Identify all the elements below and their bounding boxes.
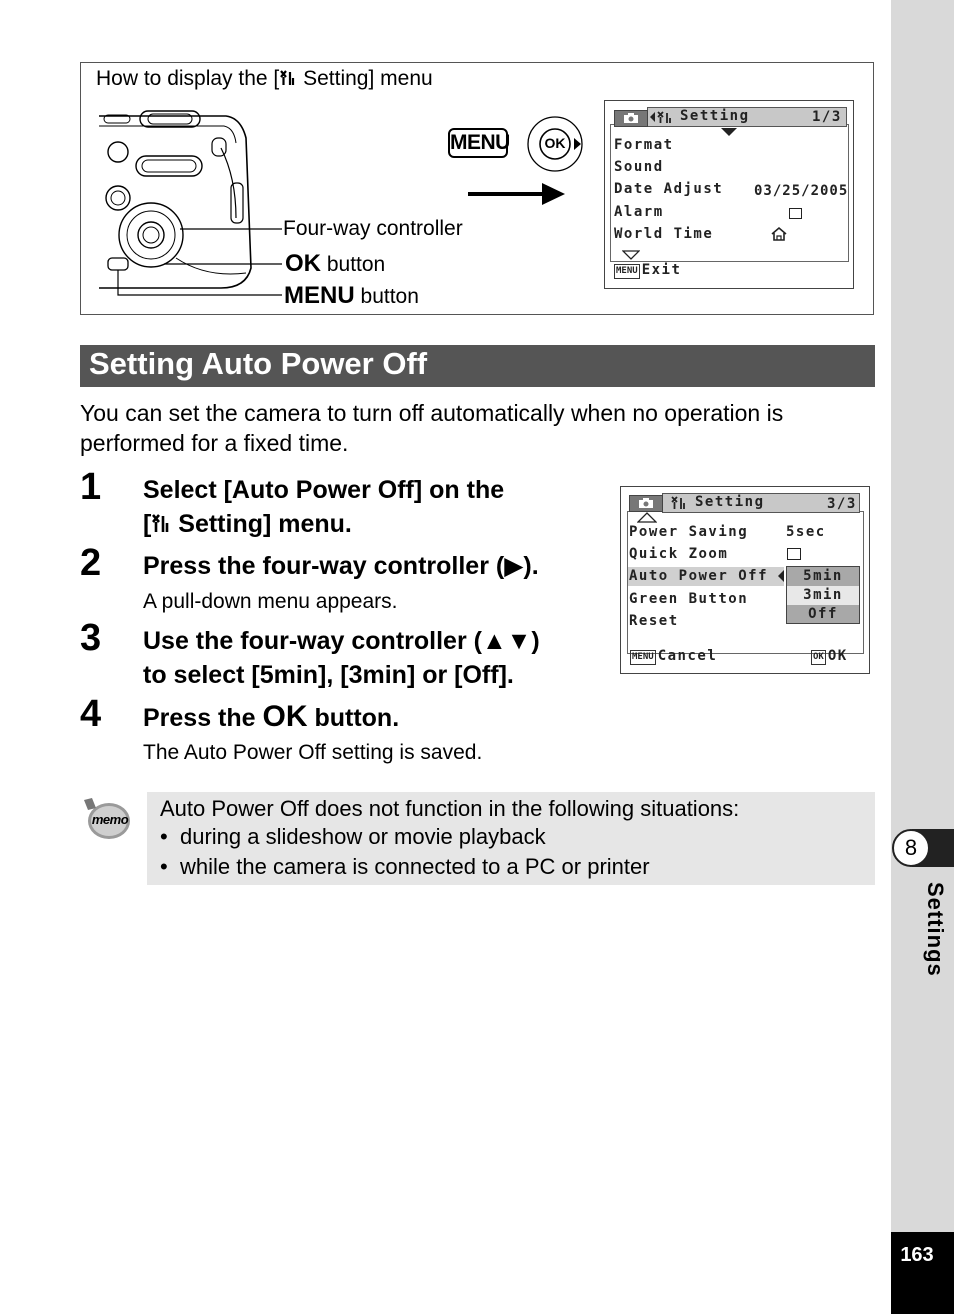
ok-label-bold: OK — [285, 250, 321, 277]
screen1-item-alarm: Alarm — [614, 204, 664, 220]
menu-label-bold: MENU — [284, 282, 355, 309]
screen2-power-saving-value: 5sec — [786, 524, 826, 540]
screen2-wrench-icon — [670, 495, 690, 510]
screen1-date-value: 03/25/2005 — [754, 183, 849, 199]
menu-label-word: button — [360, 285, 419, 308]
step-2-text: Press the four-way controller (▶). — [143, 552, 539, 580]
memo-bullet-1: • during a slideshow or movie playback — [160, 824, 546, 849]
screen2-item-reset: Reset — [629, 613, 679, 629]
step-4-number: 4 — [80, 693, 102, 735]
screen1-wrench-icon — [649, 110, 675, 124]
caption-prefix: How to display the [ — [96, 67, 280, 90]
screen1-alarm-off-icon — [789, 208, 802, 219]
screen1-footer — [614, 262, 681, 279]
caption-suffix: Setting] menu — [297, 67, 433, 90]
four-way-controller-label: Four-way controller — [283, 217, 463, 240]
option-5min[interactable]: 5min — [803, 568, 843, 584]
screen2-scroll-up-icon — [637, 512, 657, 523]
step-4-prefix: Press the — [143, 704, 263, 732]
step-2-number: 2 — [80, 542, 102, 584]
screen1-page: 1/3 — [812, 109, 842, 125]
screen1-item-world-time: World Time — [614, 226, 714, 242]
step-3-number: 3 — [80, 617, 102, 659]
right-arrow-icon — [468, 180, 568, 208]
screen2-item-quick-zoom: Quick Zoom — [629, 546, 729, 562]
chapter-label: Settings — [923, 882, 948, 977]
camera-icon — [623, 112, 639, 124]
screen2-footer-ok — [811, 648, 848, 665]
step-4-suffix: button. — [307, 704, 400, 732]
step-1-line2-prefix: [ — [143, 510, 152, 538]
page-number: 163 — [900, 1244, 934, 1266]
how-to-caption — [96, 67, 433, 91]
menu-key-icon: MENU — [448, 128, 508, 158]
home-icon — [770, 226, 788, 242]
step-2-sub: A pull-down menu appears. — [143, 590, 398, 613]
screen2-left-arrow-icon — [777, 570, 785, 582]
screen2-ok-label: OK — [827, 648, 848, 664]
step-1-number: 1 — [80, 466, 102, 508]
screen1-item-date-adjust: Date Adjust — [614, 181, 724, 197]
step-4-text — [143, 700, 399, 735]
step-1-line1: Select [Auto Power Off] on the — [143, 476, 505, 504]
screen2-cancel-label: Cancel — [657, 648, 718, 664]
option-off[interactable]: Off — [808, 606, 838, 622]
step-1-line2-suffix: Setting] menu. — [171, 510, 352, 538]
memo-bullet-2-text: while the camera is connected to a PC or printer — [180, 854, 650, 879]
screen2-item-auto-power-off: Auto Power Off — [629, 568, 769, 584]
memo-bullet-1-text: during a slideshow or movie playback — [180, 824, 546, 849]
screen1-scroll-down-icon — [622, 250, 640, 260]
section-title: Setting Auto Power Off — [89, 346, 428, 381]
screen1-menu-chip: MENU — [614, 264, 640, 279]
screen1-down-indicator-icon — [721, 128, 737, 137]
memo-icon-label: memo — [91, 812, 129, 827]
screen1-item-sound: Sound — [614, 159, 664, 175]
screen1-exit-label: Exit — [641, 262, 682, 278]
step-4-ok-key: OK — [262, 700, 308, 733]
intro-paragraph: You can set the camera to turn off automatically when no operation is performed for a fixed time. — [80, 400, 784, 456]
menu-button-label — [284, 282, 419, 310]
screen2-footer-cancel — [630, 648, 717, 665]
camera-back-illustration — [96, 108, 286, 308]
ok-label-word: button — [326, 253, 386, 276]
step-1-wrench-icon — [151, 512, 171, 534]
chapter-number: 8 — [892, 829, 930, 867]
screen1-tab-title: Setting — [680, 108, 750, 124]
memo-title: Auto Power Off does not function in the following situations: — [160, 796, 740, 821]
screen2-item-green-button: Green Button — [629, 591, 749, 607]
memo-bullet-2: • while the camera is connected to a PC or printer — [160, 854, 650, 879]
screen2-item-power-saving: Power Saving — [629, 524, 749, 540]
screen2-quick-zoom-off-icon — [787, 548, 801, 560]
step-3-line2: to select [5min], [3min] or [Off]. — [143, 661, 514, 689]
ok-dial-text: OK — [544, 135, 566, 151]
screen2-ok-chip: OK — [811, 650, 826, 665]
screen2-camera-icon — [638, 497, 654, 509]
screen1-item-format: Format — [614, 137, 674, 153]
step-3-line1: Use the four-way controller (▲▼) — [143, 627, 540, 655]
step-4-sub: The Auto Power Off setting is saved. — [143, 741, 483, 764]
wrench-setting-icon — [279, 69, 297, 87]
screen2-page: 3/3 — [827, 496, 857, 512]
ok-button-label — [285, 250, 385, 278]
option-3min[interactable]: 3min — [803, 587, 843, 603]
screen2-menu-chip: MENU — [630, 650, 656, 665]
step-1-line2 — [143, 507, 352, 541]
screen2-tab-title: Setting — [695, 494, 765, 510]
chapter-side-tab — [891, 0, 954, 1314]
